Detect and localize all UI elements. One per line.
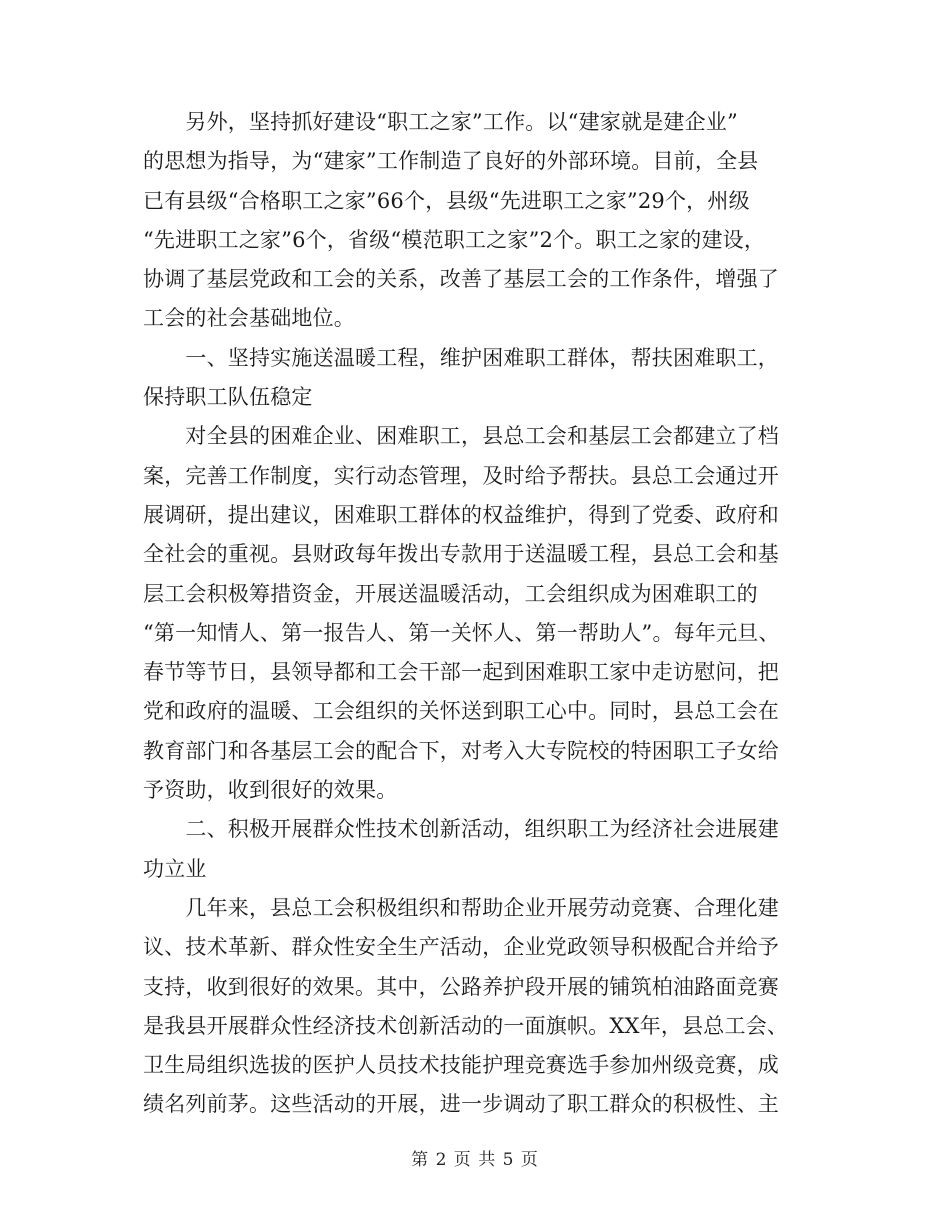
text-line: 案，完善工作制度，实行动态管理，及时给予帮扶。县总工会通过开 xyxy=(143,463,779,488)
text-line: 议、技术革新、群众性安全生产活动，企业党政领导积极配合并给予 xyxy=(143,935,779,960)
page-number-footer: 第 2 页 共 5 页 xyxy=(411,1150,539,1170)
text-line: “先进职工之家”6个，省级“模范职工之家”2个。职工之家的建设， xyxy=(143,227,766,252)
text-line: 的思想为指导，为“建家”工作制造了良好的外部环境。目前，全县 xyxy=(143,149,759,174)
text-line: 展调研，提出建议，困难职工群体的权益维护，得到了党委、政府和 xyxy=(143,502,779,527)
text-line: 几年来，县总工会积极组织和帮助企业开展劳动竞赛、合理化建 xyxy=(143,895,779,920)
section-heading-line: 一、坚持实施送温暖工程，维护困难职工群体，帮扶困难职工， xyxy=(143,345,779,370)
text-line: 教育部门和各基层工会的配合下，对考入大专院校的特困职工子女给 xyxy=(143,738,779,763)
text-line: 全社会的重视。县财政每年拨出专款用于送温暖工程，县总工会和基 xyxy=(143,542,779,567)
text-line: 另外，坚持抓好建设“职工之家”工作。以“建家就是建企业” xyxy=(143,110,738,134)
text-line: 予资助，收到很好的效果。 xyxy=(143,778,398,803)
text-line: 支持，收到很好的效果。其中，公路养护段开展的铺筑柏油路面竞赛 xyxy=(143,974,779,999)
section-heading-line: 二、积极开展群众性技术创新活动，组织职工为经济社会进展建 xyxy=(143,817,779,842)
text-line: 春节等节日，县领导都和工会干部一起到困难职工家中走访慰问，把 xyxy=(143,660,779,685)
text-line: 党和政府的温暖、工会组织的关怀送到职工心中。同时，县总工会在 xyxy=(143,699,779,724)
text-line: 是我县开展群众性经济技术创新活动的一面旗帜。XX年，县总工会、 xyxy=(143,1013,789,1038)
body-text xyxy=(143,103,823,1125)
text-line: 绩名列前茅。这些活动的开展，进一步调动了职工群众的积极性、主 xyxy=(143,1092,779,1117)
text-line: 协调了基层党政和工会的关系，改善了基层工会的工作条件，增强了 xyxy=(143,267,779,292)
text-line: 已有县级“合格职工之家”66个，县级“先进职工之家”29个，州级 xyxy=(143,188,750,213)
section-heading-line: 功立业 xyxy=(143,856,207,881)
section-heading-line: 保持职工队伍稳定 xyxy=(143,385,313,410)
text-line: “第一知情人、第一报告人、第一关怀人、第一帮助人”。每年元旦、 xyxy=(143,620,780,645)
text-line: 层工会积极筹措资金，开展送温暖活动，工会组织成为困难职工的 xyxy=(143,581,758,606)
text-line: 卫生局组织选拔的医护人员技术技能护理竞赛选手参加州级竞赛，成 xyxy=(143,1053,779,1078)
text-line: 工会的社会基础地位。 xyxy=(143,306,355,331)
text-line: 对全县的困难企业、困难职工，县总工会和基层工会都建立了档 xyxy=(143,424,779,449)
